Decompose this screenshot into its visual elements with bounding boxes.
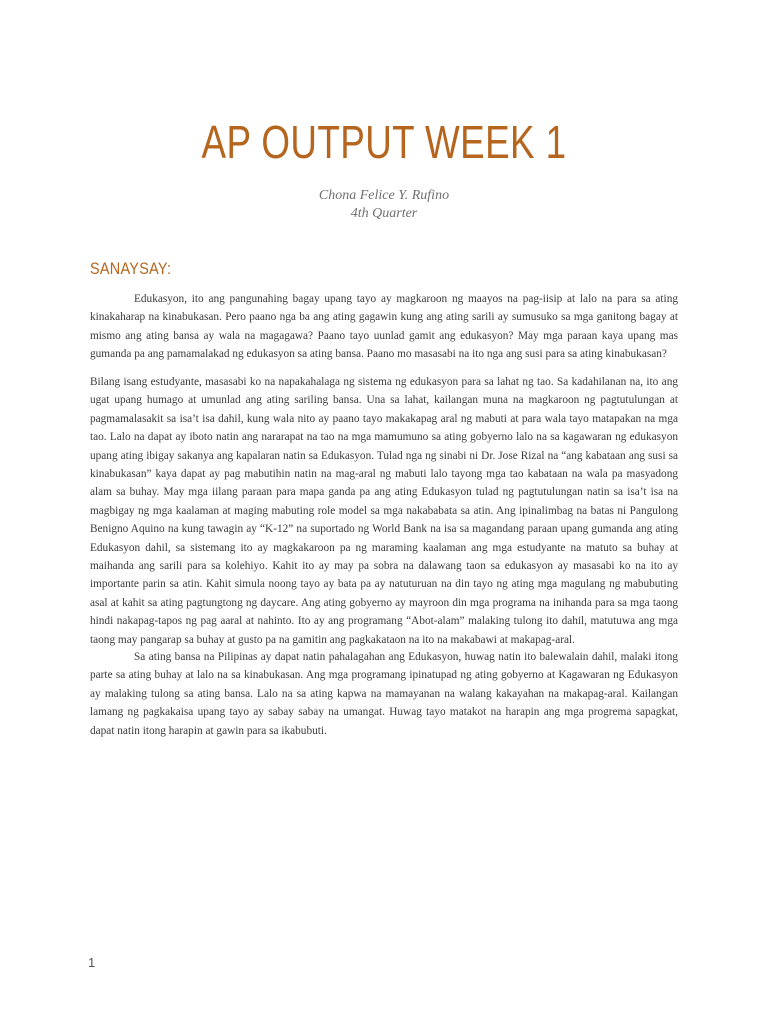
section-heading: SANAYSAY:	[90, 259, 172, 278]
page-number: 1	[88, 955, 96, 970]
document-title: AP OUTPUT WEEK 1	[201, 116, 567, 168]
paragraph-text: Edukasyon, ito ang pangunahing bagay upang tayo ay magkaroon ng maayos na pag-iisip at lalo na para sa ating kinakaharap na kinabukasan. Pero paano nga ba ang ating gagawin kung ang ating sarili ay sumusuko sa mga ganitong bagay at mismo ang ating bansa ay wala na magagawa? Paano tayo uunlad gamit ang edukasyon? May mga paraan kaya upang mas gumanda pa ang pamamalakad ng edukasyon sa ating bansa. Paano mo masasabi na ito nga ang susi para sa ating kinabukasan?	[90, 293, 678, 361]
essay-paragraph-3	[90, 648, 678, 740]
author-name: Chona Felice Y. Rufino	[318, 188, 450, 203]
essay-paragraph-1	[90, 290, 678, 364]
paragraph-text: Bilang isang estudyante, masasabi ko na napakahalaga ng sistema ng edukasyon para sa lahat ng tao. Sa kadahilanan na, ito ang ugat upang humago at umunlad ang ating sariling bansa. Una sa lahat, kailangan muna na magkaroon ng pagtutulungan at pagmamalasakit sa isa’t isa dahil, kung wala nito ay paano tayo makakapag aral ng mabuti at para wala tayo matapakan na mga tao. Lalo na dapat ay iboto natin ang nararapat na tao na mga mamumuno sa ating gobyerno lalo na sa kagawaran ng edukasyon upang ating ibigay sakanya ang kapalaran natin sa Edukasyon. Tulad nga ng sinabi ni Dr. Jose Rizal na “ang kabataan ang susi sa kinabukasan” kaya dapat ay pag mabutihin natin na mag-aral ng mabuti lalo tayong mga tao kabataan na wala pa masyadong alam sa buhay. May mga iilang paraan para mapa ganda pa ang ating Edukasyon tulad ng pagtutulungan natin sa isa’t isa na magbigay ng mga kaalaman at maging mabuting role model sa mga nakababata sa atin. Ang ipinalimbag na batas ni Pangulong Benigno Aquino na kung tawagin ay “K-12” na suportado ng World Bank na isa sa magandang paraan upang gumanda ang ating Edukasyon dahil, sa sistemang ito ay magkakaroon pa ng maraming kaalaman ang mga estudyante na matuto sa buhay at maihanda ang sarili para sa kolehiyo. Kahit ito ay may pa sobra na dalawang taon sa edukasyon ay masasabi ko na ito ay importante parin sa atin. Kahit simula noong tayo ay bata pa ay natuturuan na din tayo ng ating mga magulang ng mabubuting asal at kahit sa ating pagtungtong ng daycare. Ang ating gobyerno ay mayroon din mga programa na inihanda para sa mga taong hindi nakapag-tapos ng pag aaral at nahinto. Ito ay ang programang “Abot-alam” malaking tulong ito dahil, matutuwa ang mga taong may pangarap sa buhay at gusto pa na gamitin ang pagkakataon na ito na makabawi at makapag-aral.	[90, 376, 678, 646]
paragraph-text: Sa ating bansa na Pilipinas ay dapat natin pahalagahan ang Edukasyon, huwag natin ito balewalain dahil, malaki itong parte sa ating buhay at lalo na sa kinabukasan. Ang mga programang ipinatupad ng ating gobyerno at Kagawaran ng Edukasyon ay malaking tulong sa ating bansa. Lalo na sa ating kapwa na mamayanan na walang kakayahan na makapag-aral. Kailangan lamang ng pagkakaisa upang tayo ay sabay sabay na umangat. Huwag tayo matakot na harapin ang mga progrema sapagkat, dapat natin itong harapin at gawin para sa ikabubuti.	[90, 651, 678, 737]
quarter-label: 4th Quarter	[350, 206, 418, 221]
essay-paragraph-2	[90, 373, 678, 649]
